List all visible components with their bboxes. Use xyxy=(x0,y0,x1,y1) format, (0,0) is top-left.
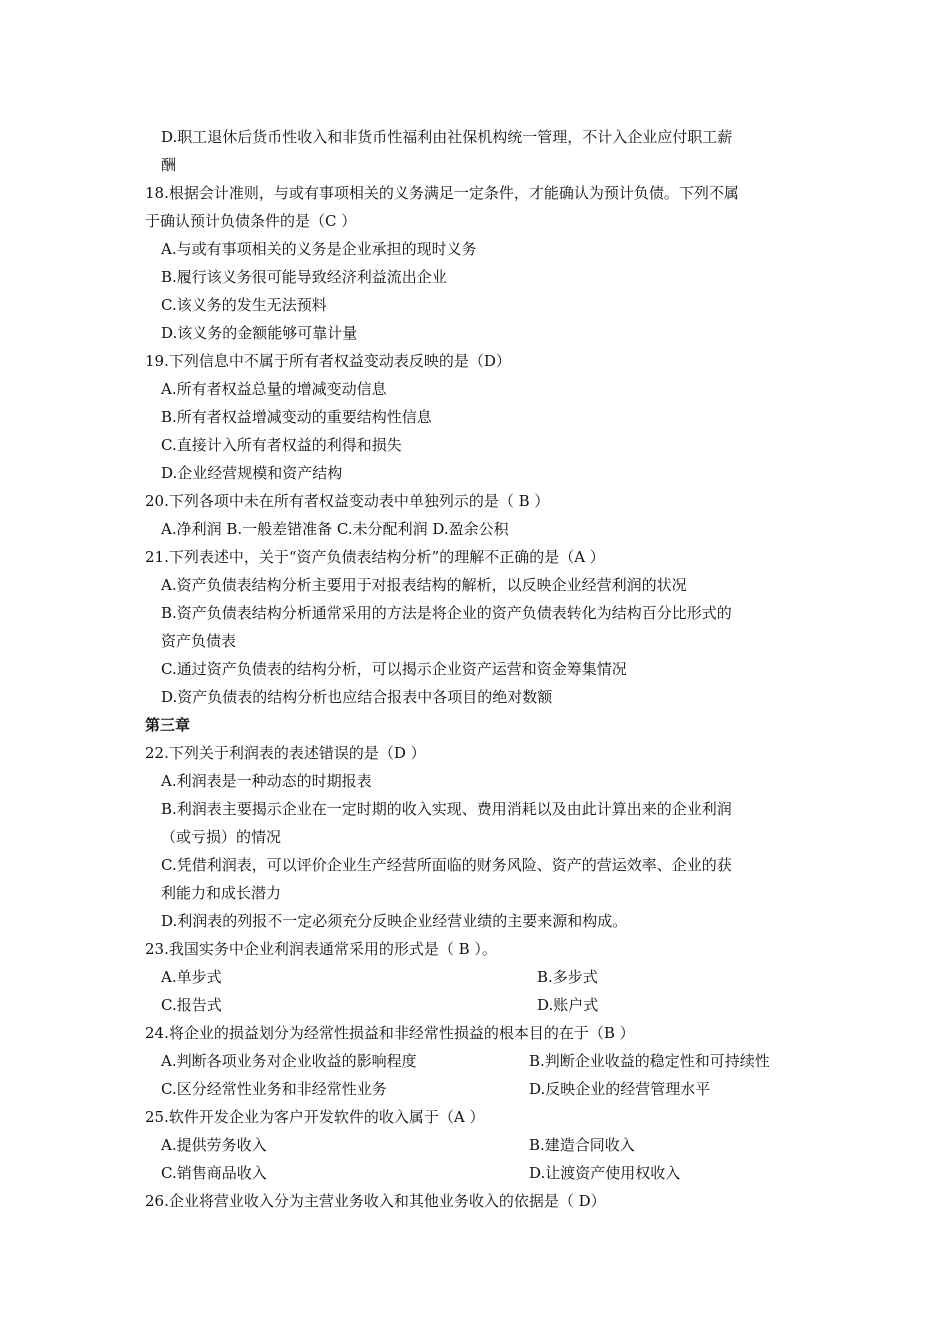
q19-option-b: B.所有者权益增减变动的重要结构性信息 xyxy=(161,408,432,426)
q18-option-b: B.履行该义务很可能导致经济利益流出企业 xyxy=(161,268,447,286)
q24-options-row-1 xyxy=(145,1047,815,1075)
q18-stem-cont: 于确认预计负债条件的是（C ） xyxy=(145,212,357,230)
q24-stem: 24.将企业的损益划分为经常性损益和非经常性损益的根本目的在于（B ） xyxy=(145,1024,635,1042)
q17-option-d-cont: 酬 xyxy=(161,156,177,174)
q21-option-b-cont: 资产负债表 xyxy=(161,632,237,650)
q22-option-c-cont: 利能力和成长潜力 xyxy=(161,884,282,902)
q24-option-a: A.判断各项业务对企业收益的影响程度 xyxy=(161,1052,417,1070)
q20-stem: 20.下列各项中未在所有者权益变动表中单独列示的是（ B ） xyxy=(145,492,550,510)
q22-option-d: D.利润表的列报不一定必须充分反映企业经营业绩的主要来源和构成。 xyxy=(161,912,628,930)
q22-option-a: A.利润表是一种动态的时期报表 xyxy=(161,772,372,790)
q24-options-row-2 xyxy=(145,1075,815,1103)
q20-options: A.净利润 B.一般差错准备 C.未分配利润 D.盈余公积 xyxy=(161,520,509,538)
q21-option-a: A.资产负债表结构分析主要用于对报表结构的解析，以反映企业经营利润的状况 xyxy=(161,576,687,594)
q22-option-c: C.凭借利润表，可以评价企业生产经营所面临的财务风险、资产的营运效率、企业的获 xyxy=(161,856,732,874)
q23-stem: 23.我国实务中企业利润表通常采用的形式是（ B ）。 xyxy=(145,940,497,958)
q21-option-d: D.资产负债表的结构分析也应结合报表中各项目的绝对数额 xyxy=(161,688,553,706)
q25-options-row-2 xyxy=(145,1159,815,1187)
q22-stem: 22.下列关于利润表的表述错误的是（D ） xyxy=(145,744,426,762)
q25-option-a: A.提供劳务收入 xyxy=(161,1136,267,1154)
q18-option-a: A.与或有事项相关的义务是企业承担的现时义务 xyxy=(161,240,477,258)
q23-option-b: B.多步式 xyxy=(537,968,598,986)
q25-options-row-1 xyxy=(145,1131,815,1159)
q23-option-d: D.账户式 xyxy=(537,996,599,1014)
q19-stem: 19.下列信息中不属于所有者权益变动表反映的是（D） xyxy=(145,352,511,370)
q19-option-c: C.直接计入所有者权益的利得和损失 xyxy=(161,436,402,454)
q22-option-b: B.利润表主要揭示企业在一定时期的收入实现、费用消耗以及由此计算出来的企业利润 xyxy=(161,800,732,818)
q23-option-a: A.单步式 xyxy=(161,968,222,986)
q26-stem: 26.企业将营业收入分为主营业务收入和其他业务收入的依据是（ D） xyxy=(145,1192,606,1210)
q25-option-d: D.让渡资产使用权收入 xyxy=(529,1164,681,1182)
q18-stem: 18.根据会计准则，与或有事项相关的义务满足一定条件，才能确认为预计负债。下列不属 xyxy=(145,184,739,202)
chapter-heading: 第三章 xyxy=(145,716,191,734)
q24-option-b: B.判断企业收益的稳定性和可持续性 xyxy=(529,1052,770,1070)
question-list xyxy=(145,123,815,1215)
q19-option-d: D.企业经营规模和资产结构 xyxy=(161,464,343,482)
q25-option-c: C.销售商品收入 xyxy=(161,1164,267,1182)
q17-option-d: D.职工退休后货币性收入和非货币性福利由社保机构统一管理，不计入企业应付职工薪 xyxy=(161,128,733,146)
q21-option-b: B.资产负债表结构分析通常采用的方法是将企业的资产负债表转化为结构百分比形式的 xyxy=(161,604,732,622)
q24-option-d: D.反映企业的经营管理水平 xyxy=(529,1080,711,1098)
q18-option-d: D.该义务的金额能够可靠计量 xyxy=(161,324,358,342)
q22-option-b-cont: （或亏损）的情况 xyxy=(161,828,282,846)
q25-option-b: B.建造合同收入 xyxy=(529,1136,635,1154)
q25-stem: 25.软件开发企业为客户开发软件的收入属于（A ） xyxy=(145,1108,485,1126)
q21-option-c: C.通过资产负债表的结构分析，可以揭示企业资产运营和资金筹集情况 xyxy=(161,660,627,678)
q19-option-a: A.所有者权益总量的增减变动信息 xyxy=(161,380,387,398)
q23-option-c: C.报告式 xyxy=(161,996,222,1014)
q21-stem: 21.下列表述中，关于“资产负债表结构分析”的理解不正确的是（A ） xyxy=(145,548,605,566)
q23-options-row-1 xyxy=(145,963,815,991)
q24-option-c: C.区分经常性业务和非经常性业务 xyxy=(161,1080,387,1098)
q18-option-c: C.该义务的发生无法预料 xyxy=(161,296,327,314)
q23-options-row-2 xyxy=(145,991,815,1019)
